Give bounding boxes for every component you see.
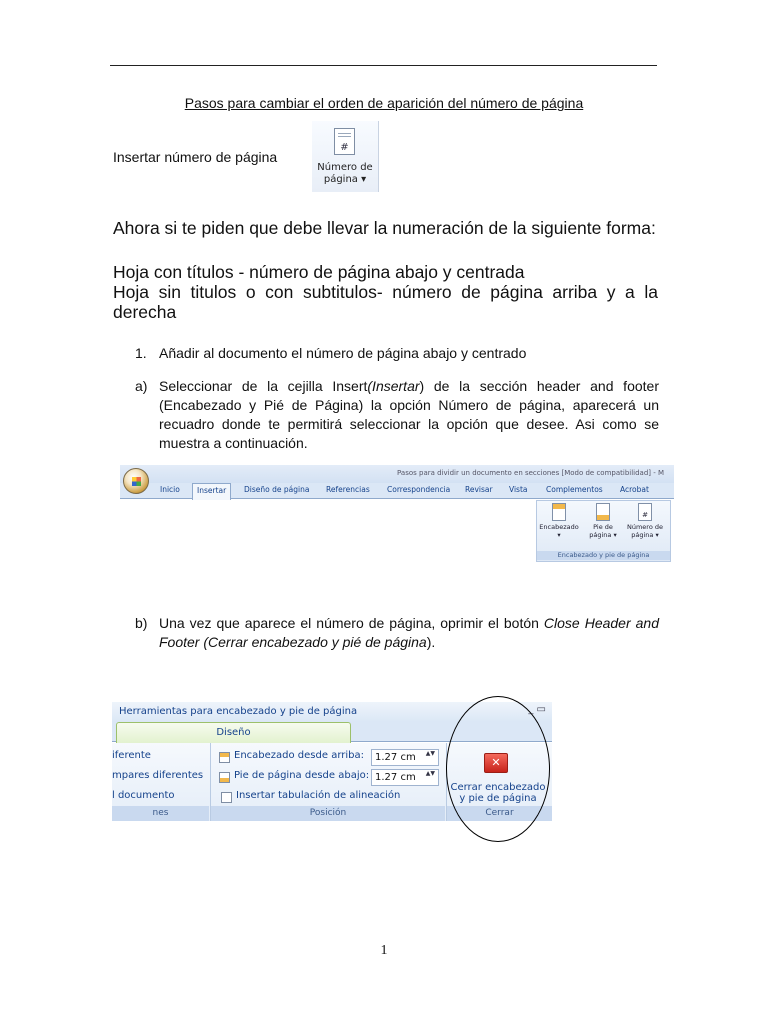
spinner-arrows-icon: ▲▼ — [425, 750, 435, 757]
footer-from-bottom-icon — [219, 772, 230, 783]
page-heading: Pasos para cambiar el orden de aparición del número de página — [184, 95, 584, 111]
header-from-top-spinner: 1.27 cm ▲▼ — [371, 749, 439, 766]
step-marker: a) — [135, 378, 148, 394]
header-footer-group — [536, 500, 671, 562]
spinner-arrows-icon: ▲▼ — [425, 770, 435, 777]
tab-referencias: Referencias — [326, 485, 370, 494]
ribbon-tabs — [120, 483, 674, 499]
close-header-footer-label: Cerrar encabezado y pie de página — [450, 782, 546, 804]
tab-diseno: Diseño — [116, 722, 351, 743]
close-header-footer-icon: ✕ — [484, 753, 508, 773]
footer-button: Pie de página ▾ — [583, 503, 623, 539]
rule-without-titles: Hoja sin titulos o con subtitulos- número de página arriba y a la derecha — [113, 282, 658, 322]
tab-correspondencia: Correspondencia — [387, 485, 451, 494]
option-different-first: iferente — [112, 750, 151, 761]
contextual-title: Herramientas para encabezado y pie de página — [119, 706, 358, 717]
rule-with-titles: Hoja con títulos - número de página abajo y centrada — [113, 262, 525, 282]
tab-insertar: Insertar — [192, 483, 231, 500]
page-number-icon: # — [638, 503, 652, 521]
page-number-button: # Número de página ▾ — [625, 503, 665, 539]
paragraph-hoja-rules — [113, 262, 658, 322]
window-controls-icon: _ ▭ — [528, 704, 546, 715]
footer-icon — [596, 503, 610, 521]
footer-from-bottom-spinner: 1.27 cm ▲▼ — [371, 769, 439, 786]
header-button: Encabezado ▾ — [539, 503, 579, 539]
tab-revisar: Revisar — [465, 485, 493, 494]
tab-inicio: Inicio — [160, 485, 180, 494]
option-show-document: l documento — [112, 790, 175, 801]
insert-alignment-tab-label: Insertar tabulación de alineación — [236, 790, 401, 801]
header-icon — [552, 503, 566, 521]
ribbon-insert-screenshot — [120, 465, 674, 565]
insert-tab-icon — [221, 792, 232, 803]
insert-page-number-label: Insertar número de página — [113, 149, 278, 165]
group-caption: Encabezado y pie de página — [537, 551, 670, 560]
office-button-icon — [123, 468, 149, 494]
step-text: Seleccionar de la cejilla Insert(Insertar) de la sección header and footer (Encabezado y Pié de Página) la opción Número de página, aparecerá un recuadro donde te permitirá seleccionar la opción que desee. Asi como se muestra a continuación. — [159, 378, 659, 451]
tab-complementos: Complementos — [546, 485, 603, 494]
page-number-button-image — [312, 121, 379, 192]
window-titlebar — [120, 465, 674, 483]
options-group-footer: nes — [112, 806, 209, 821]
page-number-button-label: Número de página ▾ — [317, 162, 373, 185]
position-group-footer: Posición — [211, 806, 445, 821]
footer-from-bottom-label: Pie de página desde abajo: — [234, 770, 370, 781]
step-text: Una vez que aparece el número de página, oprimir el botón Close Header and Footer (Cerrar encabezado y pié de página). — [159, 615, 659, 650]
page-number-icon: # — [334, 128, 355, 155]
step-marker: 1. — [135, 345, 147, 361]
step-marker: b) — [135, 615, 148, 631]
header-rule — [110, 65, 657, 66]
tab-vista: Vista — [509, 485, 528, 494]
option-odd-even: mpares diferentes — [112, 770, 204, 781]
highlight-circle — [446, 696, 550, 842]
tab-acrobat: Acrobat — [620, 485, 649, 494]
page-number: 1 — [380, 943, 388, 958]
close-group-footer: Cerrar — [447, 806, 552, 821]
header-from-top-label: Encabezado desde arriba: — [234, 750, 364, 761]
tab-diseno-pagina: Diseño de página — [244, 485, 310, 494]
header-from-top-icon — [219, 752, 230, 763]
paragraph-ahora: Ahora si te piden que debe llevar la numeración de la siguiente forma: — [113, 218, 656, 238]
step-text: Añadir al documento el número de página abajo y centrado — [159, 345, 527, 361]
window-title: Pasos para dividir un documento en secciones [Modo de compatibilidad] - M — [397, 469, 665, 477]
